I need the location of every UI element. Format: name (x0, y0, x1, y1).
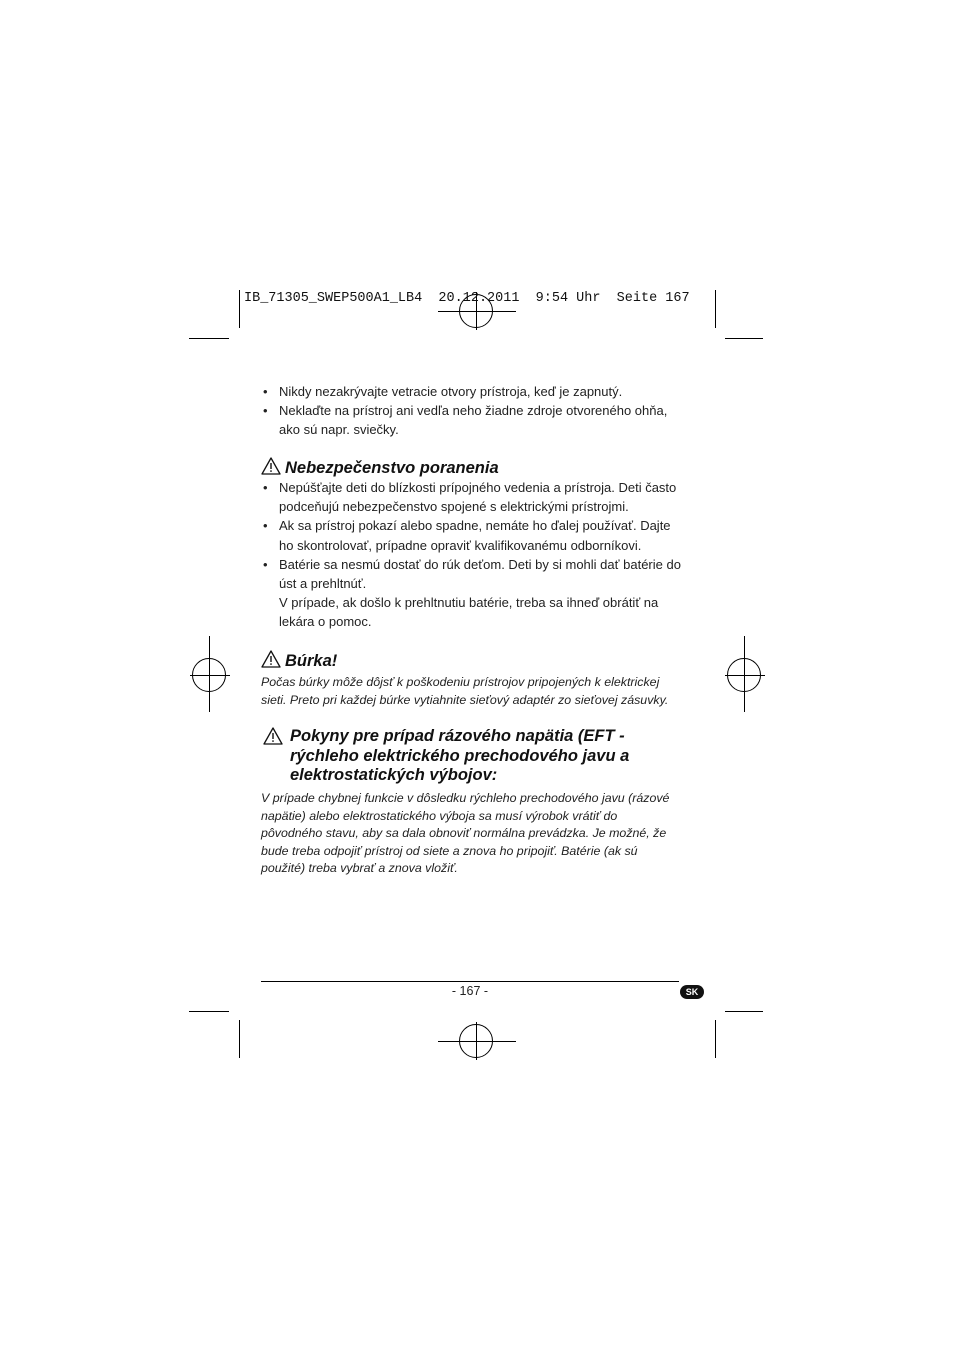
registration-mark-icon (459, 1024, 493, 1058)
page-number: - 167 - (451, 984, 489, 998)
injury-bullet-list (261, 478, 681, 632)
list-item: • Nepúšťajte deti do blízkosti prípojného vedenia a prístroja. Deti často podceňujú nebezpečenstvo spojené s elektrickými prístrojmi. (261, 478, 681, 516)
footer-divider (261, 981, 679, 982)
section-heading-storm: Búrka! (261, 650, 337, 671)
registration-mark-icon (192, 658, 226, 692)
language-badge: SK (680, 985, 704, 999)
list-item: • Neklaďte na prístroj ani vedľa neho žiadne zdroje otvoreného ohňa, ako sú napr. sviečky. (261, 401, 681, 439)
intro-bullet-list (261, 382, 681, 440)
section-heading-eft: Pokyny pre prípad rázového napätia (EFT - rýchleho elektrického prechodového javu a elektrostatických výbojov: (261, 727, 691, 786)
warning-triangle-icon (261, 457, 281, 475)
list-item: • Batérie sa nesmú dostať do rúk deťom. Deti by si mohli dať batérie do úst a prehltnúť. V prípade, ak došlo k prehltnutiu batérie, treba sa ihneď obrátiť na lekára o pomoc. (261, 555, 681, 632)
print-header: IB_71305_SWEP500A1_LB4 20.12.2011 9:54 Uhr Seite 167 (244, 291, 690, 306)
eft-paragraph: V prípade chybnej funkcie v dôsledku rýchleho prechodového javu (rázové napätie) alebo elektrostatického výboja sa musí výrobok vrátiť do pôvodného stavu, aby sa dala obnoviť normálna prevádzka. Je možné, že bude treba odpojiť prístroj od siete a znova ho pripojiť. Batérie (ak sú použité) treba vybrať a znova vložiť. (261, 791, 670, 875)
list-item: • Ak sa prístroj pokazí alebo spadne, nemáte ho ďalej používať. Dajte ho skontrolovať, prípadne opraviť kvalifikovanému odborníkovi. (261, 516, 681, 554)
section-heading-injury: Nebezpečenstvo poranenia (261, 457, 499, 478)
warning-triangle-icon (261, 650, 281, 668)
registration-mark-icon (727, 658, 761, 692)
list-item: • Nikdy nezakrývajte vetracie otvory prístroja, keď je zapnutý. (261, 382, 681, 401)
injury-section (261, 478, 681, 632)
storm-paragraph: Počas búrky môže dôjsť k poškodeniu prístrojov pripojených k elektrickej sieti. Preto pri každej búrke vytiahnite sieťový adaptér zo sieťovej zásuvky. (261, 675, 669, 707)
warning-triangle-icon (263, 727, 283, 745)
intro-section (261, 382, 681, 440)
